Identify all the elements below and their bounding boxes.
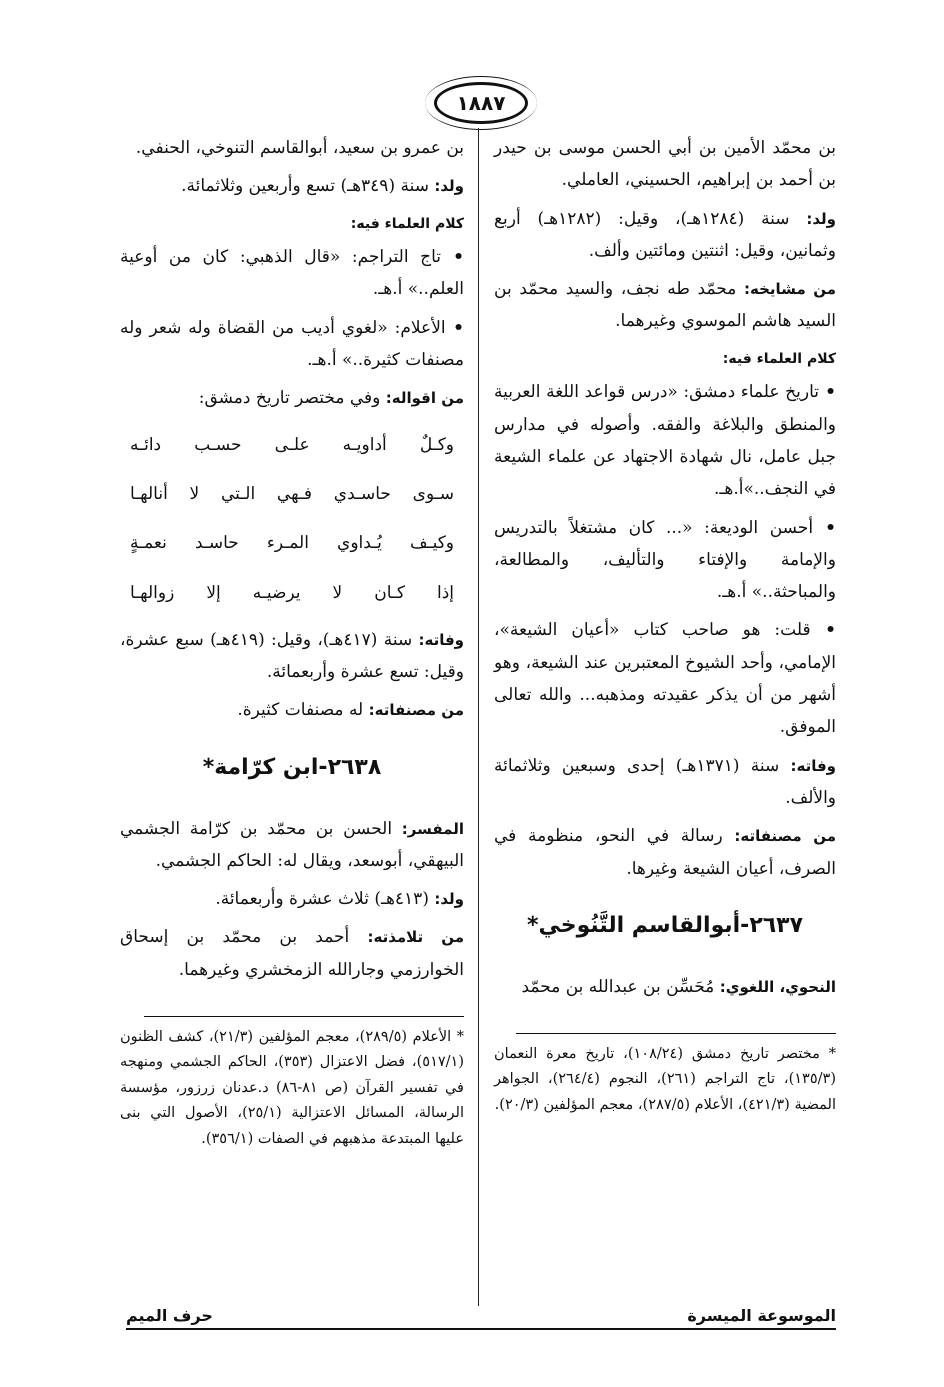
born-text: (٤١٣هـ) ثلاث عشرة وأربعمائة.	[215, 889, 429, 910]
quote-2: • أحسن الوديعة: «... كان مشتغلاً بالتدريس والإمامة والإفتاء والتأليف، والمطالعة، والمباحثة..» أ.هـ.	[494, 512, 836, 609]
entry-heading-2638: ٢٦٣٨-ابن كرّامة*	[202, 754, 382, 780]
footer-book-title: الموسوعة الميسرة	[681, 1306, 836, 1325]
sayings-label: من اقواله:	[385, 389, 464, 408]
column-divider	[478, 128, 479, 1306]
left-footnote: * الأعلام (٢٨٩/٥)، معجم المؤلفين (٢١/٣)، كشف الظنون (٥١٧/١)، فضل الاعتزال (٣٥٣)، الحاكم الجشمي ومنهجه في تفسير القرآن (ص ٨١-٨٦) د.عدنان زرزور، مؤسسة الرسالة، المسائل الاعتزالية (٢٥/١)، الأصول التي بنى عليها المبتدعة مذهبهم في الصفات (٣٥٦/١).	[120, 1029, 464, 1147]
right-intro: بن محمّد الأمين بن أبي الحسن موسى بن حيدر بن أحمد بن إبراهيم، الحسيني، العاملي.	[494, 138, 836, 191]
works-text: له مصنفات كثيرة.	[237, 700, 364, 721]
footer-rule	[126, 1328, 836, 1330]
verse-3: وكيـف يُـداوي المـرء حاسـد نعمـةٍ	[130, 533, 454, 554]
death-label: وفاته:	[418, 630, 465, 649]
left-sayings	[120, 382, 464, 414]
left-students	[120, 921, 464, 986]
entry-text: مُحَسِّن بن عبدالله بن محمّد	[521, 976, 715, 997]
quote-2: • الأعلام: «لغوي أديب من القضاة وله شعر وله مصنفات كثيرة..» أ.هـ.	[120, 312, 464, 377]
left-works	[120, 694, 464, 726]
entry-heading-2637: ٢٦٣٧-أبوالقاسم التَّنُوخي*	[526, 912, 804, 938]
works-text: رسالة في النحو، منظومة في الصرف، أعيان الشيعة وغيرها.	[494, 826, 836, 879]
scholars-heading: كلام العلماء فيه:	[722, 350, 836, 367]
quote-1: • تاريخ علماء دمشق: «درس قواعد اللغة العربية والمنطق والبلاغة والفقه. وأصوله في مدارس جبل عامل، نال شهادة الاجتهاد عن علماء الشيعة في النجف..»أ.هـ.	[494, 376, 836, 505]
right-born	[494, 203, 836, 268]
left-death	[120, 624, 464, 689]
quote-3: • قلت: هو صاحب كتاب «أعيان الشيعة»، الإمامي، وأحد الشيوخ المعتبرين عند الشيعة، وهو أشهر من أن يذكر عقيدته ومذهبه... والله تعالى الموفق.	[494, 614, 836, 743]
left-mufassir	[120, 813, 464, 878]
born-label: ولد:	[434, 890, 464, 909]
right-works	[494, 820, 836, 885]
mufassir-label: المفسر:	[401, 819, 465, 838]
death-text: سنة (٤١٧هـ)، وقيل: (٤١٩هـ) سبع عشرة، وقيل: تسع عشرة وأربعمائة.	[120, 629, 464, 683]
verse-4: إذا كـان لا يرضيـه إلا زوالهـا	[130, 582, 454, 603]
born-text: سنة (١٢٨٤هـ)، وقيل: (١٢٨٢هـ) أربع وثمانين، وقيل: اثنتين ومائتين وألف.	[494, 208, 836, 261]
right-column	[494, 132, 836, 1118]
left-born-2	[120, 883, 464, 915]
born-label: ولد:	[434, 177, 464, 196]
left-column	[120, 132, 464, 1152]
scholars-heading: كلام العلماء فيه:	[350, 215, 464, 232]
verse-2: سـوى حاسـدي فـهي الـتي لا أنالهـا	[130, 483, 454, 504]
footer-section-title: حرف الميم	[126, 1306, 219, 1325]
death-text: سنة (١٣٧١هـ) إحدى وسبعين وثلاثمائة والألف.	[494, 755, 836, 808]
born-label: ولد:	[806, 209, 837, 228]
mufassir-text: الحسن بن محمّد بن كرّامة الجشمي البيهقي، أبوسعد، ويقال له: الحاكم الجشمي.	[120, 818, 464, 871]
born-text: سنة (٣٤٩هـ) تسع وأربعين وثلاثمائة.	[181, 176, 429, 197]
students-text: أحمد بن محمّد بن إسحاق الخوارزمي وجارالله الزمخشري وغيرهما.	[120, 927, 464, 980]
sayings-text: وفي مختصر تاريخ دمشق:	[198, 388, 381, 409]
right-teachers	[494, 273, 836, 338]
page-number: ١٨٨٧	[434, 82, 528, 124]
students-label: من تلامذته:	[367, 928, 464, 947]
right-death	[494, 750, 836, 815]
verse-1: وكـلٌ أداويـه علـى حسـب دائـه	[130, 434, 454, 455]
entry-label: النحوي، اللغوي:	[719, 977, 836, 996]
right-footnote: * مختصر تاريخ دمشق (١٠٨/٢٤)، تاريخ معرة النعمان (١٣٥/٣)، تاج التراجم (٢٦١)، النجوم (٢٦٤/٤)، الجواهر المضية (٤٢١/٣)، الأعلام (٢٨٧/٥)، معجم المؤلفين (٢٠/٣).	[494, 1045, 836, 1113]
left-intro: بن عمرو بن سعيد، أبوالقاسم التنوخي، الحنفي.	[135, 138, 464, 158]
poem	[120, 421, 464, 618]
teachers-text: محمّد طه نجف، والسيد محمّد بن السيد هاشم الموسوي وغيرهما.	[494, 279, 836, 332]
works-label: من مصنفاته:	[368, 701, 464, 720]
footnote-rule	[144, 1016, 464, 1017]
teachers-label: من مشايخه:	[744, 280, 836, 299]
left-born	[120, 170, 464, 202]
works-label: من مصنفاته:	[734, 827, 837, 846]
death-label: وفاته:	[790, 756, 837, 775]
entry-2637-text	[494, 971, 836, 1003]
footnote-rule	[516, 1033, 836, 1034]
quote-1: • تاج التراجم: «قال الذهبي: كان من أوعية العلم..» أ.هـ.	[120, 241, 464, 306]
